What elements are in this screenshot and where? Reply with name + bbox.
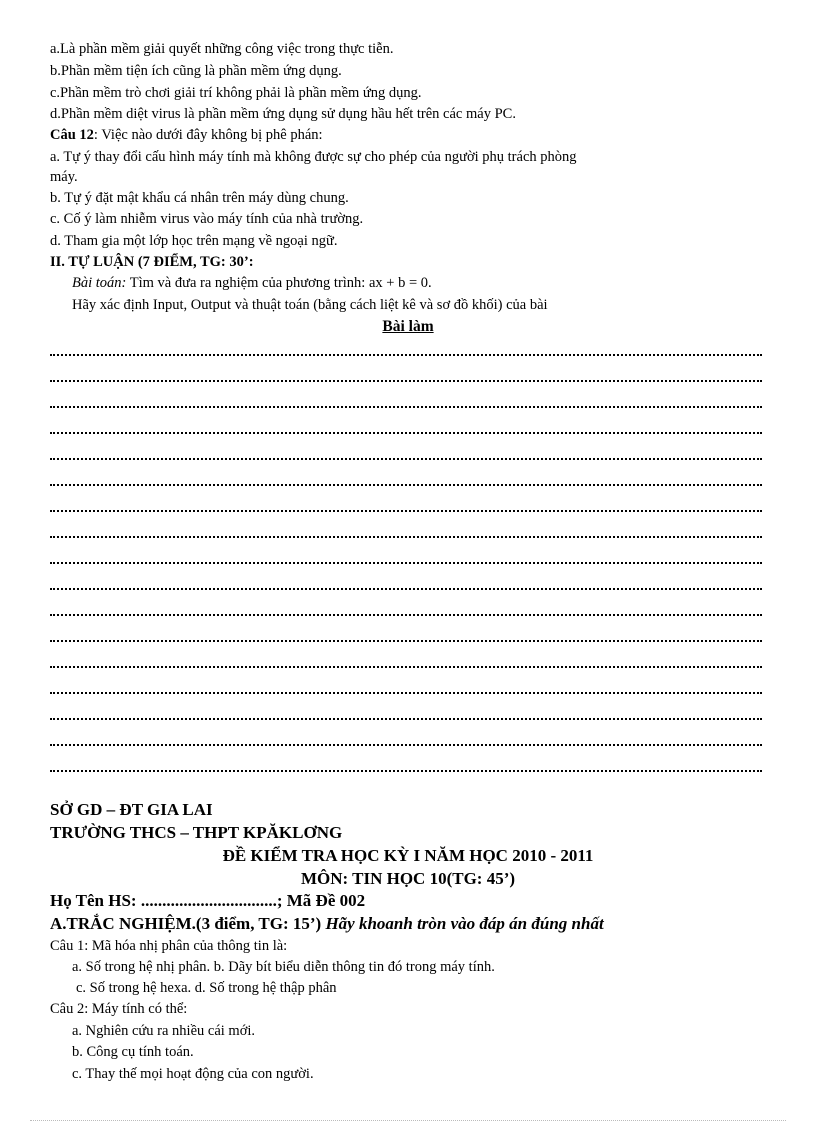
- answer-line[interactable]: [50, 404, 762, 408]
- section-a-heading: [50, 914, 604, 934]
- q11-option-b: b.Phần mềm tiện ích cũng là phần mềm ứng dụng.: [50, 63, 342, 79]
- answer-line[interactable]: [50, 742, 762, 746]
- q1-question: [50, 937, 287, 955]
- answer-line[interactable]: [50, 664, 762, 668]
- student-name-line: Họ Tên HS: ................................; Mã Đề 002: [50, 891, 366, 910]
- answer-line[interactable]: [50, 586, 762, 590]
- answer-line[interactable]: [50, 560, 762, 564]
- q12-option-c: c. Cố ý làm nhiễm virus vào máy tính của nhà trường.: [50, 211, 364, 227]
- answer-line[interactable]: [50, 638, 762, 642]
- answer-title: Bài làm: [382, 318, 434, 335]
- q12-question: [50, 126, 323, 144]
- q11-option-a: a.Là phần mềm giải quyết những công việc trong thực tiễn.: [50, 41, 394, 57]
- q12-option-a-cont: máy.: [50, 169, 78, 185]
- section-a-instruction: Hãy khoanh tròn vào đáp án đúng nhất: [321, 914, 604, 933]
- answer-line[interactable]: [50, 612, 762, 616]
- q2-label: Câu 2: [50, 1001, 85, 1017]
- answer-line[interactable]: [50, 352, 762, 356]
- answer-line[interactable]: [50, 508, 762, 512]
- essay-problem-label: Bài toán:: [72, 275, 127, 291]
- exam-subject: MÔN: TIN HỌC 10(TG: 45’): [300, 869, 516, 888]
- q2-option-c: c. Thay thế mọi hoạt động của con người.: [72, 1066, 314, 1082]
- q12-option-d: d. Tham gia một lớp học trên mạng về ngoại ngữ.: [50, 233, 338, 249]
- q12-label: Câu 12: [50, 127, 94, 143]
- answer-line[interactable]: [50, 534, 762, 538]
- answer-line[interactable]: [50, 456, 762, 460]
- q12-text: : Việc nào dưới đây không bị phê phán:: [93, 127, 323, 143]
- q11-option-d: d.Phần mềm diệt virus là phần mềm ứng dụng sử dụng hầu hết trên các máy PC.: [50, 106, 516, 122]
- q1-label: Câu 1: [50, 938, 85, 954]
- q2-option-a: a. Nghiên cứu ra nhiều cái mới.: [72, 1023, 256, 1039]
- q12-option-a: a. Tự ý thay đổi cấu hình máy tính mà không được sự cho phép của người phụ trách phòng: [50, 149, 577, 165]
- answer-line[interactable]: [50, 768, 762, 772]
- q1-options-ab: a. Số trong hệ nhị phân. b. Dãy bít biểu diễn thông tin đó trong máy tính.: [72, 959, 495, 975]
- exam-title: ĐỀ KIỂM TRA HỌC KỲ I NĂM HỌC 2010 - 2011: [222, 846, 594, 865]
- essay-instruction: Hãy xác định Input, Output và thuật toán (bằng cách liệt kê và sơ đồ khối) của bài: [72, 297, 548, 313]
- q1-options-cd: c. Số trong hệ hexa. d. Số trong hệ thập phân: [76, 980, 337, 996]
- essay-heading: II. TỰ LUẬN (7 ĐIỂM, TG: 30’:: [50, 254, 254, 270]
- q11-option-c: c.Phần mềm trò chơi giải trí không phải là phần mềm ứng dụng.: [50, 85, 422, 101]
- q2-text: : Máy tính có thể:: [84, 1001, 188, 1017]
- answer-line[interactable]: [50, 690, 762, 694]
- school-name: TRƯỜNG THCS – THPT KPĂKLƠNG: [50, 823, 343, 842]
- section-a-title: A.TRẮC NGHIỆM.(3 điểm, TG: 15’): [50, 914, 322, 933]
- answer-line[interactable]: [50, 482, 762, 486]
- department-name: SỞ GD – ĐT GIA LAI: [50, 800, 213, 819]
- answer-line[interactable]: [50, 378, 762, 382]
- essay-problem: [72, 274, 432, 292]
- answer-line[interactable]: [50, 430, 762, 434]
- page-bottom-rule: [30, 1120, 786, 1121]
- essay-problem-text: Tìm và đưa ra nghiệm của phương trình: ax + b = 0.: [126, 275, 432, 291]
- q12-option-b: b. Tự ý đặt mật khẩu cá nhân trên máy dùng chung.: [50, 190, 349, 206]
- q1-text: : Mã hóa nhị phân của thông tin là:: [84, 938, 288, 954]
- q2-question: [50, 1000, 187, 1018]
- q2-option-b: b. Công cụ tính toán.: [72, 1044, 194, 1060]
- answer-line[interactable]: [50, 716, 762, 720]
